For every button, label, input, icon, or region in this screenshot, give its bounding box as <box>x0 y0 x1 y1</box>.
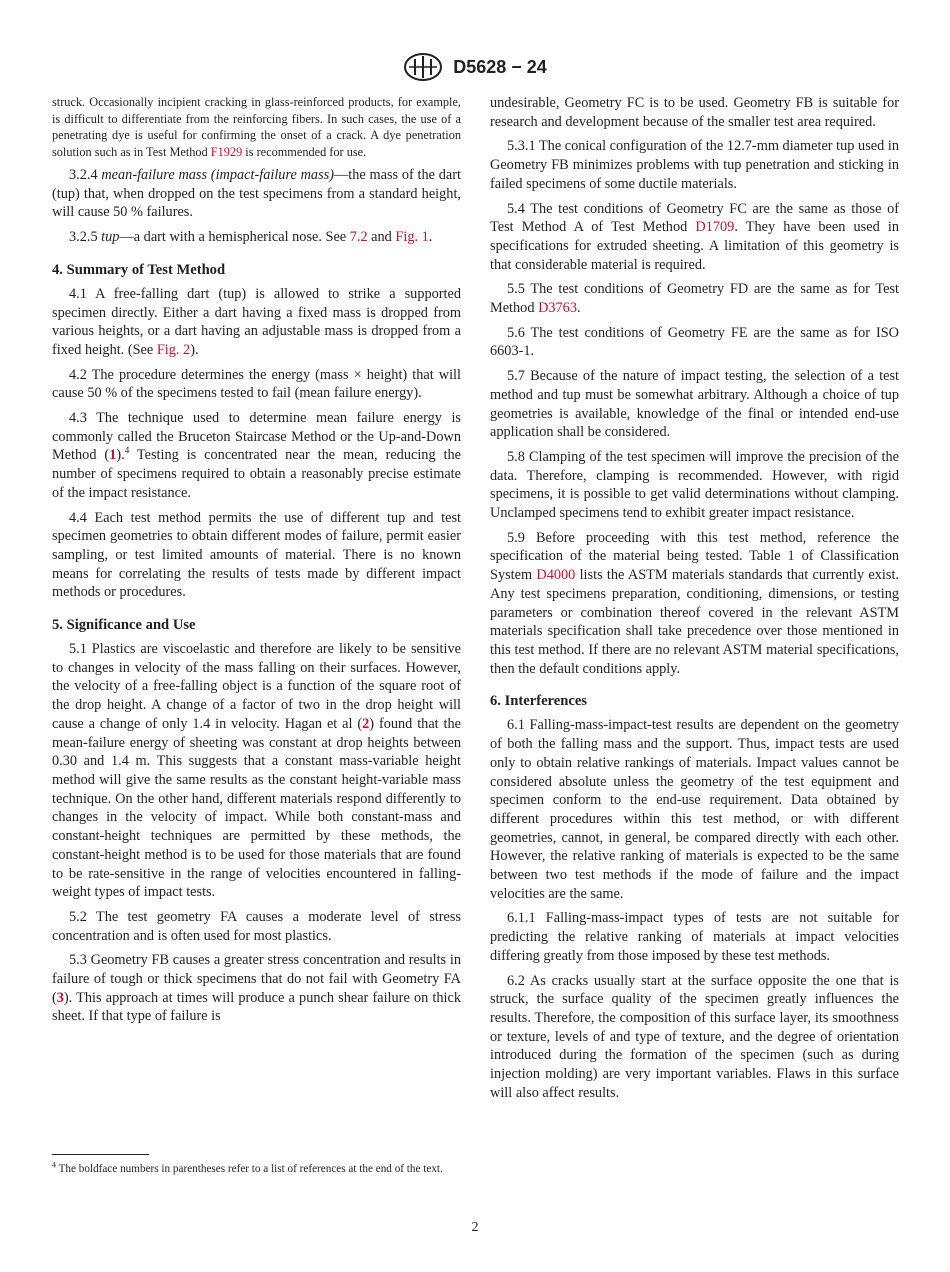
link-d4000[interactable]: D4000 <box>536 567 576 584</box>
paragraph-5-3-1: 5.3.1 The conical configuration of the 12.7-mm diameter tup used in Geometry FB minimizes problems with tup penetration and sticking in failed specimens of some ductile materials. <box>490 138 899 192</box>
paragraph-3-2-5: 3.2.5 tup—a dart with a hemispherical nose. See 7.2 and Fig. 1. <box>69 229 433 246</box>
paragraph-5-6: 5.6 The test conditions of Geometry FE are the same as for ISO 6603-1. <box>490 324 899 360</box>
paragraph-5-3: 5.3 Geometry FB causes a greater stress concentration and results in failure of tough or thick specimens that do not fail with Geometry FA (3). This approach at times will produce a punch shear failure on thick sheet. If that type of failure is <box>52 952 461 1025</box>
link-d1709[interactable]: D1709 <box>695 219 735 236</box>
footnote-marker-4: 4 <box>124 445 130 456</box>
reference-3-link[interactable]: 3 <box>56 989 64 1006</box>
page-header <box>0 52 950 82</box>
section-5-heading: 5. Significance and Use <box>52 617 196 634</box>
paragraph-4-3: 4.3 The technique used to determine mean failure energy is commonly called the Bruceton Staircase Method or the Up-and-Down Method (1).$^4$ Testing is concentrated near the mean, reducing the number of specimens required to obtain a reasonably precise estimate of the impact resistance. <box>52 410 462 501</box>
paragraph-5-1: 5.1 Plastics are viscoelastic and therefore are likely to be sensitive to changes in velocity of the mass falling on their surfaces. However, the velocity of a free-falling object is a function of the square root of the drop height. A change of a factor of two in the drop height will cause a change of only 1.4 in velocity. Hagan et al (2) found that the mean-failure energy of sheeting was constant at drop heights between 0.30 and 1.4 m. This suggests that a constant mass-variable height method will give the same results as the constant height-variable mass technique. On the other hand, different materials respond differently to changes in the velocity of impact. While both constant-mass and constant-height techniques are permitted by these methods, the constant-height method is to be used for those materials that are found to be rate-sensitive in the range of velocities encountered in falling-weight types of impact tests. <box>52 641 461 901</box>
paragraph-3-2-3-continued: struck. Occasionally incipient cracking in glass-reinforced products, for example, is difficult to differentiate from the reinforcing fibers. In such cases, the use of a penetrating dye is useful for confirming the onset of a crack. A dye penetration solution such as in Test Method F1929 is recommended for use. <box>52 95 461 159</box>
paragraph-5-8: 5.8 Clamping of the test specimen will improve the precision of the data. Therefore, clamping is recommended. However, with rigid specimens, it is possible to get valid determinations without clamping. Unclamped specimens tend to exhibit greater impact resistance. <box>490 448 899 522</box>
paragraph-3-2-4: 3.2.4 mean-failure mass (impact-failure mass)—the mass of the dart (tup) that, when dropped on the test specimens from a standard height, will cause 50 % failures. <box>52 167 461 221</box>
paragraph-6-1: 6.1 Falling-mass-impact-test results are dependent on the geometry of both the falling mass and the support. Thus, impact tests are used only to obtain relative rankings of materials. Impact values cannot be considered absolute unless the geometry of the test equipment and specimen conform to the end-use requirement. Data obtained by different procedures within this test method, or with different geometries, cannot, in general, be compared directly with each other. However, the relative ranking of materials is expected to be the same between two test methods if the mode of failure and the impact velocities are the same. <box>490 717 899 902</box>
left-column <box>52 94 461 1032</box>
link-d3763[interactable]: D3763 <box>538 300 577 317</box>
paragraph-5-5: 5.5 The test conditions of Geometry FD are the same as for Test Method D3763. <box>490 281 899 317</box>
section-6-heading: 6. Interferences <box>490 693 587 710</box>
paragraph-4-2: 4.2 The procedure determines the energy (mass × height) that will cause 50 % of the specimens tested to fail (mean failure energy). <box>52 366 461 402</box>
paragraph-5-4: 5.4 The test conditions of Geometry FC are the same as those of Test Method A of Test Method D1709. They have been used in specifications for extruded sheeting. A limitation of this geometry is that considerable material is required. <box>490 200 899 273</box>
paragraph-4-4: 4.4 Each test method permits the use of different tup and test specimen geometries to obtain different modes of failure, permit easier sampling, or test limited amounts of material. There is no known means for correlating the results of tests made by different impact methods or procedures. <box>52 509 461 601</box>
link-section-7-2[interactable]: 7.2 <box>349 229 368 246</box>
paragraph-5-9: 5.9 Before proceeding with this test method, reference the specification of the material being tested. Table 1 of Classification System D4000 lists the ASTM materials standards that currently exist. Any test specimens preparation, conditioning, dimensions, or testing parameters or combination thereof covered in the relevant ASTM materials specification shall take precedence over those mentioned in this test method. If there are no relevant ASTM material specifications, then the default conditions apply. <box>490 529 899 677</box>
link-fig-1[interactable]: Fig. 1 <box>395 229 429 246</box>
paragraph-5-7: 5.7 Because of the nature of impact testing, the selection of a test method and tup must be somewhat arbitrary. Although a choice of tup geometries is available, knowledge of the final or intended end-use application shall be considered. <box>490 368 899 441</box>
standard-designation: D5628 − 24 <box>453 56 547 77</box>
reference-2-link[interactable]: 2 <box>362 715 370 732</box>
link-f1929[interactable]: F1929 <box>210 144 243 159</box>
right-column <box>490 94 899 1108</box>
link-fig-2[interactable]: Fig. 2 <box>156 341 191 358</box>
paragraph-6-1-1: 6.1.1 Falling-mass-impact types of tests are not suitable for predicting the relative ranking of materials at impact velocities differing greatly from those imposed by these test methods. <box>490 910 899 964</box>
footnote-divider <box>52 1154 149 1155</box>
astm-logo-icon <box>403 52 443 82</box>
paragraph-4-1: 4.1 A free-falling dart (tup) is allowed to strike a supported specimen directly. Either a dart having a fixed mass is dropped from various heights, or a dart having an adjustable mass is dropped from a fixed height. (See Fig. 2). <box>52 285 461 358</box>
section-4-heading: 4. Summary of Test Method <box>52 261 226 278</box>
paragraph-5-2: 5.2 The test geometry FA causes a moderate level of stress concentration and is often used for most plastics. <box>52 908 461 944</box>
paragraph-6-2: 6.2 As cracks usually start at the surface opposite the one that is struck, the surface quality of the specimen greatly influences the results. Therefore, the composition of this surface layer, its smoothness or texture, levels of and type of texture, and the degree of orientation introduced during the formation of the specimen (such as during injection molding) are very important variables. Flaws in this surface will also affect results. <box>490 972 899 1101</box>
reference-1-link[interactable]: 1 <box>109 447 117 464</box>
footnote-4: $^4$ The boldface numbers in parentheses refer to a list of references at the end of the text. <box>52 1160 443 1175</box>
page-number: 2 <box>471 1220 479 1235</box>
paragraph-5-3-continued: undesirable, Geometry FC is to be used. Geometry FB is suitable for research and development because of the smaller test area required. <box>490 95 899 130</box>
